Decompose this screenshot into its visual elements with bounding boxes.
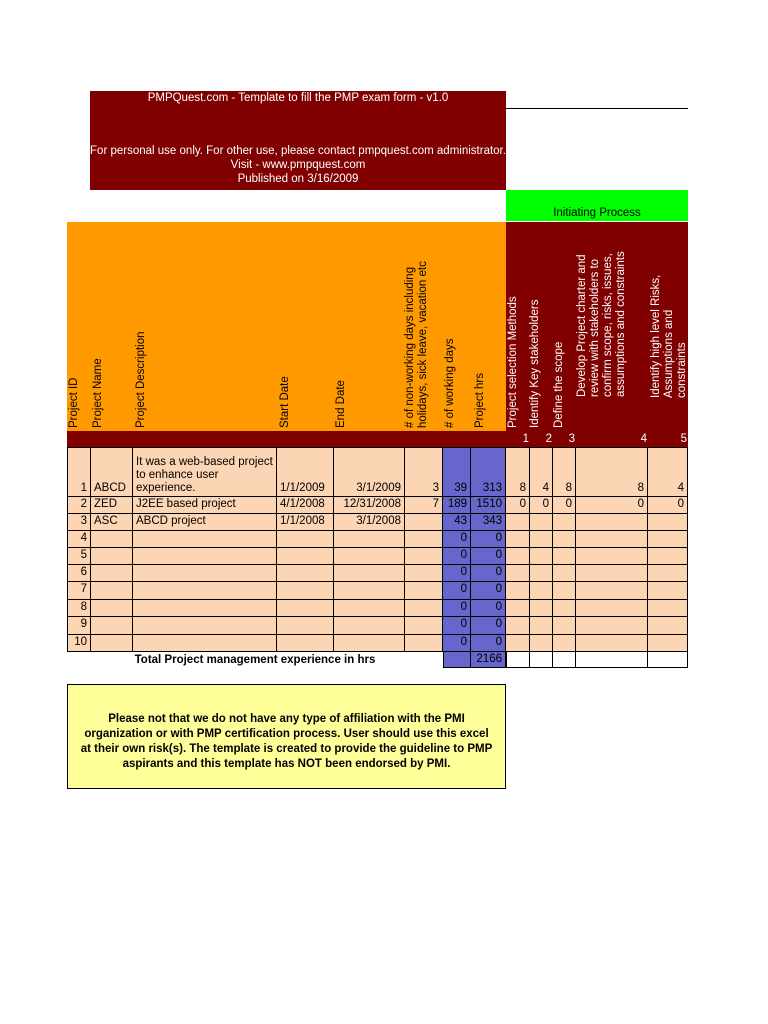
table-cell-p3[interactable] <box>553 635 576 652</box>
header-define-scope: Define the scope <box>553 341 565 428</box>
table-cell-nonwork[interactable] <box>405 635 443 652</box>
table-cell-p2[interactable] <box>530 617 553 635</box>
table-cell-hrs[interactable]: 0 <box>471 565 506 582</box>
table-cell-hrs[interactable]: 0 <box>471 582 506 600</box>
table-cell-p1[interactable] <box>506 565 530 582</box>
table-cell-id[interactable]: 4 <box>67 531 91 548</box>
table-cell-name[interactable] <box>91 565 133 582</box>
table-cell-p5[interactable] <box>648 600 688 617</box>
table-cell-name[interactable]: ASC <box>91 514 133 531</box>
table-cell-p2[interactable] <box>530 565 553 582</box>
table-cell-p1[interactable] <box>506 582 530 600</box>
table-cell-p5[interactable] <box>648 582 688 600</box>
header-project-name: Project Name <box>92 358 104 428</box>
table-cell-workdays[interactable]: 0 <box>443 600 471 617</box>
table-cell-p4[interactable] <box>576 617 648 635</box>
table-cell-workdays[interactable]: 0 <box>443 617 471 635</box>
published-date: Published on 3/16/2009 <box>237 173 359 185</box>
table-cell-workdays[interactable]: 0 <box>443 565 471 582</box>
table-cell-id[interactable]: 3 <box>67 514 91 531</box>
header-develop-charter: Develop Project charter and review with stakeholders to confirm scope, risks, issues, assumptions and constraints <box>576 251 627 397</box>
table-cell-workdays[interactable]: 0 <box>443 531 471 548</box>
header-start-date: Start Date <box>279 376 291 428</box>
table-cell-p5[interactable] <box>648 565 688 582</box>
initiating-process-header: Initiating Process <box>506 190 688 221</box>
table-cell-p4[interactable] <box>576 548 648 565</box>
table-cell-p4[interactable] <box>576 582 648 600</box>
table-cell-p4[interactable] <box>576 600 648 617</box>
table-cell-end[interactable]: 3/1/2008 <box>334 514 405 531</box>
table-cell-nonwork[interactable] <box>405 531 443 548</box>
table-cell-end[interactable] <box>334 531 405 548</box>
table-cell-desc[interactable] <box>133 565 277 582</box>
table-cell-p3[interactable] <box>553 617 576 635</box>
process-number-1: 1 <box>522 433 529 445</box>
total-cell[interactable] <box>553 652 576 668</box>
table-cell-hrs[interactable]: 313 <box>471 447 506 497</box>
notice-text: For personal use only. For other use, please contact pmpquest.com administrator. Visit - www.pmpquest.com <box>90 145 506 171</box>
table-cell-desc[interactable] <box>133 600 277 617</box>
table-cell-p5[interactable] <box>648 617 688 635</box>
table-cell-p4[interactable] <box>576 531 648 548</box>
table-cell-name[interactable] <box>91 582 133 600</box>
table-cell-workdays[interactable]: 0 <box>443 582 471 600</box>
total-cell[interactable] <box>576 652 648 668</box>
header-project-selection: Project selection Methods <box>507 296 519 428</box>
process-number-3: 3 <box>568 433 575 445</box>
disclaimer: Please not that we do not have any type of affiliation with the PMI organization or with PMP certification process. User should use this excel at their own risk(s). The template is created to provide the guideline to PMP aspirants and this template has NOT been endorsed by PMI. <box>67 684 506 789</box>
header-identify-risks: Identify high level Risks, Assumptions and constraints <box>650 274 688 398</box>
table-cell-p5[interactable] <box>648 635 688 652</box>
table-cell-p4[interactable] <box>576 565 648 582</box>
table-cell-hrs[interactable]: 0 <box>471 617 506 635</box>
process-number-4: 4 <box>640 433 647 445</box>
table-cell-id[interactable]: 9 <box>67 617 91 635</box>
table-cell-end[interactable] <box>334 548 405 565</box>
table-cell-p4[interactable] <box>576 514 648 531</box>
table-cell-desc[interactable]: It was a web-based project to enhance user experience. <box>133 447 277 497</box>
table-cell-p2[interactable] <box>530 600 553 617</box>
table-cell-nonwork[interactable] <box>405 582 443 600</box>
table-cell-p1[interactable] <box>506 600 530 617</box>
table-cell-start[interactable] <box>277 617 334 635</box>
table-cell-name[interactable] <box>91 600 133 617</box>
table-cell-p3[interactable]: 0 <box>553 497 576 514</box>
title-block <box>90 91 506 190</box>
table-cell-nonwork[interactable]: 3 <box>405 447 443 497</box>
table-cell-nonwork[interactable] <box>405 600 443 617</box>
table-cell-p3[interactable] <box>553 600 576 617</box>
table-cell-hrs[interactable]: 0 <box>471 548 506 565</box>
table-cell-id[interactable]: 6 <box>67 565 91 582</box>
table-cell-p4[interactable] <box>576 635 648 652</box>
table-cell-hrs[interactable]: 0 <box>471 531 506 548</box>
table-cell-end[interactable] <box>334 565 405 582</box>
table-cell-p5[interactable]: 0 <box>648 497 688 514</box>
total-cell[interactable] <box>530 652 553 668</box>
header-project-hrs: Project hrs <box>474 373 486 428</box>
table-cell-desc[interactable] <box>133 531 277 548</box>
table-cell-p3[interactable] <box>553 548 576 565</box>
table-cell-start[interactable] <box>277 635 334 652</box>
table-cell-nonwork[interactable] <box>405 565 443 582</box>
table-cell-p2[interactable] <box>530 635 553 652</box>
table-cell-p2[interactable] <box>530 531 553 548</box>
title-notice <box>90 144 506 186</box>
table-cell-end[interactable]: 12/31/2008 <box>334 497 405 514</box>
table-cell-start[interactable] <box>277 565 334 582</box>
header-non-working-days: # of non-working days including holidays, sick leave, vacation etc <box>404 261 429 428</box>
table-cell-start[interactable]: 1/1/2009 <box>277 447 334 497</box>
table-cell-nonwork[interactable] <box>405 548 443 565</box>
table-cell-p1[interactable]: 8 <box>506 447 530 497</box>
table-cell-end[interactable] <box>334 617 405 635</box>
table-cell-p5[interactable] <box>648 514 688 531</box>
table-cell-p5[interactable]: 4 <box>648 447 688 497</box>
table-cell-workdays[interactable]: 39 <box>443 447 471 497</box>
process-number-2: 2 <box>545 433 552 445</box>
table-cell-p1[interactable]: 0 <box>506 497 530 514</box>
table-cell-nonwork[interactable]: 7 <box>405 497 443 514</box>
table-cell-p3[interactable] <box>553 514 576 531</box>
table-cell-desc[interactable] <box>133 635 277 652</box>
header-end-date: End Date <box>335 380 347 428</box>
table-cell-desc[interactable] <box>133 617 277 635</box>
table-cell-p1[interactable] <box>506 617 530 635</box>
table-cell-id[interactable]: 10 <box>67 635 91 652</box>
table-cell-p2[interactable] <box>530 582 553 600</box>
table-cell-name[interactable] <box>91 531 133 548</box>
table-cell-hrs[interactable]: 0 <box>471 600 506 617</box>
total-label: Total Project management experience in hrs <box>134 654 376 666</box>
table-cell-workdays[interactable]: 189 <box>443 497 471 514</box>
table-cell-p4[interactable]: 8 <box>576 447 648 497</box>
table-cell-p3[interactable]: 8 <box>553 447 576 497</box>
table-cell-workdays[interactable]: 43 <box>443 514 471 531</box>
top-rule <box>506 108 688 109</box>
table-cell-p1[interactable] <box>506 514 530 531</box>
table-cell-name[interactable] <box>91 617 133 635</box>
table-cell-hrs[interactable]: 1510 <box>471 497 506 514</box>
table-cell-id[interactable]: 7 <box>67 582 91 600</box>
table-cell-p4[interactable]: 0 <box>576 497 648 514</box>
table-cell-start[interactable] <box>277 582 334 600</box>
table-cell-nonwork[interactable] <box>405 514 443 531</box>
header-identify-stakeholders: Identify Key stakeholders <box>529 299 541 428</box>
table-cell-p2[interactable]: 0 <box>530 497 553 514</box>
table-cell-p3[interactable] <box>553 582 576 600</box>
total-cell[interactable] <box>648 652 688 668</box>
table-cell-id[interactable]: 1 <box>67 447 91 497</box>
table-cell-p1[interactable] <box>506 548 530 565</box>
table-cell-name[interactable] <box>91 635 133 652</box>
table-cell-desc[interactable]: J2EE based project <box>133 497 277 514</box>
header-project-id: Project ID <box>68 377 80 428</box>
table-cell-workdays[interactable]: 0 <box>443 548 471 565</box>
table-cell-id[interactable]: 8 <box>67 600 91 617</box>
table-cell-desc[interactable] <box>133 582 277 600</box>
header-project-description: Project Description <box>135 331 147 428</box>
table-cell-desc[interactable]: ABCD project <box>133 514 277 531</box>
table-cell-start[interactable] <box>277 531 334 548</box>
table-cell-start[interactable] <box>277 600 334 617</box>
table-cell-end[interactable]: 3/1/2009 <box>334 447 405 497</box>
table-cell-end[interactable] <box>334 635 405 652</box>
table-cell-start[interactable]: 1/1/2008 <box>277 514 334 531</box>
title-line: PMPQuest.com - Template to fill the PMP exam form - v1.0 <box>147 92 449 104</box>
table-cell-p3[interactable] <box>553 565 576 582</box>
table-cell-nonwork[interactable] <box>405 617 443 635</box>
table-cell-workdays[interactable]: 0 <box>443 635 471 652</box>
table-cell-end[interactable] <box>334 582 405 600</box>
table-cell-p1[interactable] <box>506 531 530 548</box>
table-cell-start[interactable]: 4/1/2008 <box>277 497 334 514</box>
table-cell-p5[interactable] <box>648 548 688 565</box>
table-cell-start[interactable] <box>277 548 334 565</box>
table-cell-name[interactable]: ZED <box>91 497 133 514</box>
table-cell-p2[interactable]: 4 <box>530 447 553 497</box>
table-cell-id[interactable]: 2 <box>67 497 91 514</box>
total-cell[interactable] <box>506 652 530 668</box>
table-cell-p5[interactable] <box>648 531 688 548</box>
table-cell-hrs[interactable]: 0 <box>471 635 506 652</box>
table-cell-end[interactable] <box>334 600 405 617</box>
table-cell-desc[interactable] <box>133 548 277 565</box>
table-cell-p3[interactable] <box>553 531 576 548</box>
table-cell-hrs[interactable]: 343 <box>471 514 506 531</box>
table-cell-name[interactable]: ABCD <box>91 447 133 497</box>
table-cell-id[interactable]: 5 <box>67 548 91 565</box>
total-cell[interactable] <box>443 652 471 668</box>
table-cell-p2[interactable] <box>530 514 553 531</box>
table-cell-p1[interactable] <box>506 635 530 652</box>
table-cell-name[interactable] <box>91 548 133 565</box>
table-cell-p2[interactable] <box>530 548 553 565</box>
total-hrs-cell[interactable]: 2166 <box>471 652 506 668</box>
header-working-days: # of working days <box>444 338 456 428</box>
process-number-5: 5 <box>680 433 687 445</box>
